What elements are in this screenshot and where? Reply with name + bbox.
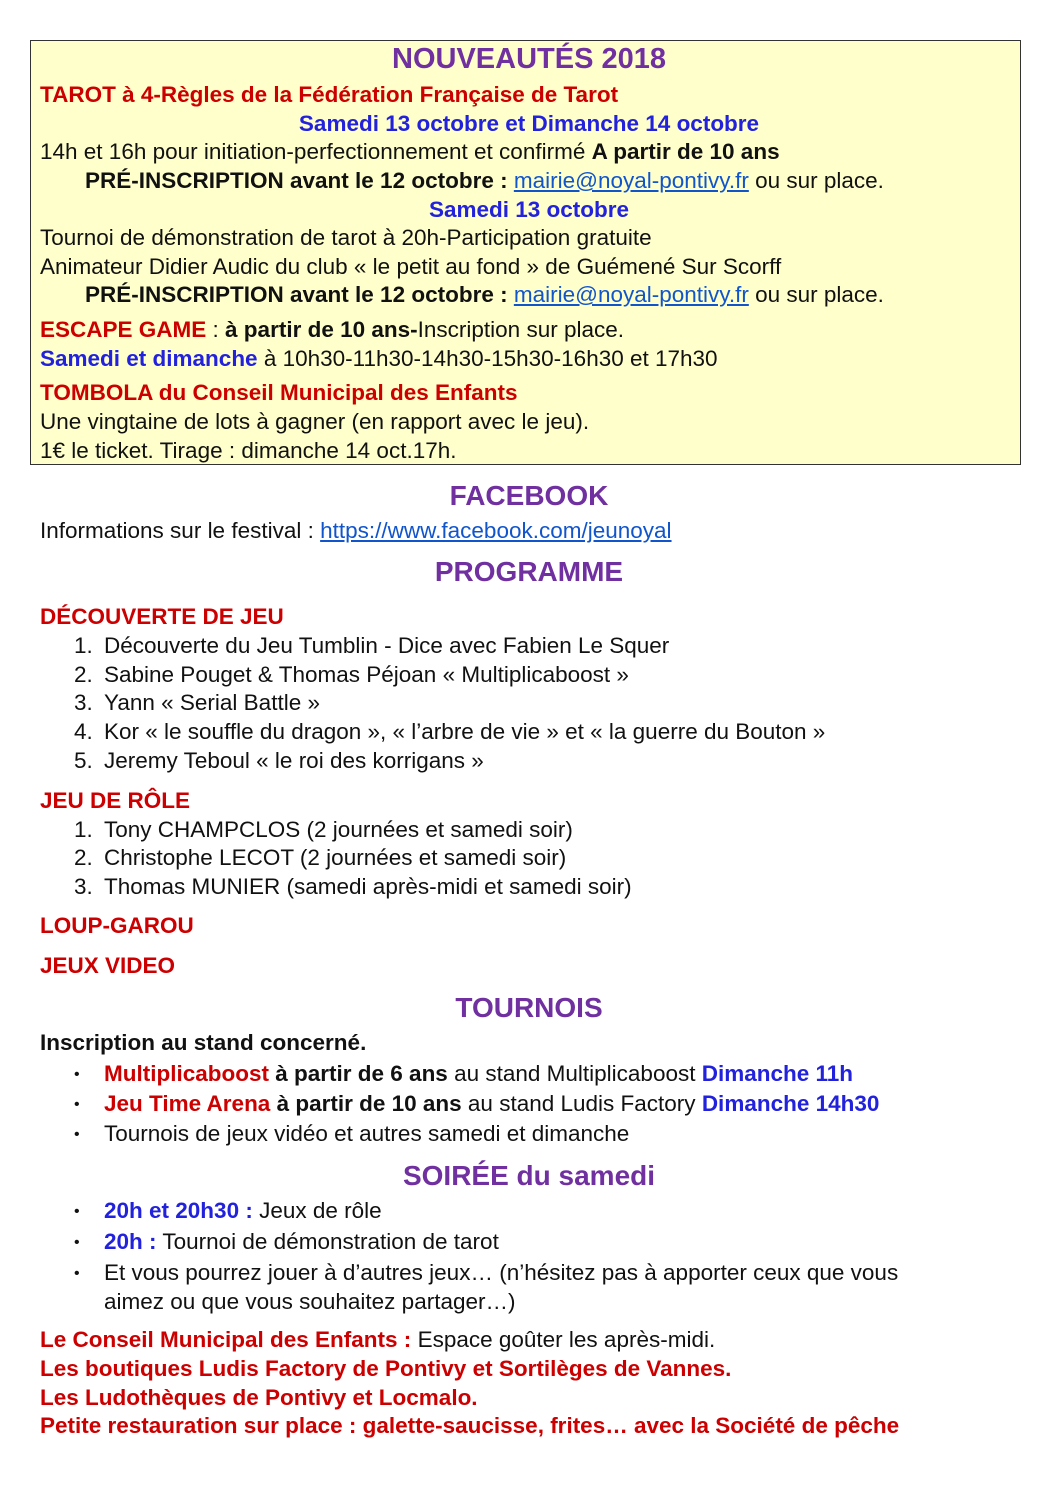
tarot-title: TAROT à 4-Règles de la Fédération Française de Tarot: [40, 82, 619, 107]
soiree-title: SOIRÉE du samedi: [402, 1160, 656, 1191]
facebook-link[interactable]: https://www.facebook.com/jeunoyal: [320, 518, 672, 543]
jeux-video: JEUX VIDEO: [40, 953, 176, 978]
bullet: •: [74, 1126, 80, 1143]
or-onsite: ou sur place.: [748, 168, 884, 193]
role-title: JEU DE RÔLE: [40, 788, 191, 813]
escape-title: ESCAPE GAME: [40, 317, 207, 342]
tournoi-demo: Tournoi de démonstration de tarot à 20h-Participation gratuite: [40, 225, 652, 250]
escape-age: à partir de 10 ans-: [225, 317, 418, 342]
preinscription-label: PRÉ-INSCRIPTION avant le 12 octobre :: [85, 168, 514, 193]
list-item: 5. Jeremy Teboul « le roi des korrigans »: [74, 748, 484, 773]
escape-sep: :: [206, 317, 226, 342]
facebook-line: [40, 517, 672, 545]
tournois-inscription: Inscription au stand concerné.: [40, 1030, 367, 1055]
tombola-lots: Une vingtaine de lots à gagner (en rapport avec le jeu).: [40, 409, 590, 434]
list-item: • Jeu Time Arena à partir de 10 ans au stand Ludis Factory Dimanche 14h30: [74, 1090, 879, 1119]
tournois-title: TOURNOIS: [455, 992, 603, 1023]
cme-label: Le Conseil Municipal des Enfants :: [40, 1327, 412, 1352]
preinscription-label: PRÉ-INSCRIPTION avant le 12 octobre :: [85, 282, 514, 307]
bullet: •: [74, 1265, 80, 1282]
list-item: 3. Thomas MUNIER (samedi après-midi et samedi soir): [74, 874, 632, 899]
tarot-hours: 14h et 16h pour initiation-perfectionnement et confirmé: [40, 139, 592, 164]
preinscription-line-1: [85, 167, 884, 195]
restauration: Petite restauration sur place : galette-saucisse, frites… avec la Société de pêche: [40, 1413, 900, 1438]
bullet: •: [74, 1066, 80, 1083]
email-link[interactable]: mairie@noyal-pontivy.fr: [513, 168, 749, 193]
list-item: • Multiplicaboost à partir de 6 ans au stand Multiplicaboost Dimanche 11h: [74, 1060, 853, 1089]
tarot-hours-line: [40, 138, 780, 166]
boutiques: Les boutiques Ludis Factory de Pontivy et Sortilèges de Vannes.: [40, 1356, 732, 1381]
ludotheques: Les Ludothèques de Pontivy et Locmalo.: [40, 1385, 478, 1410]
cme-text: Espace goûter les après-midi.: [411, 1327, 716, 1352]
list-item: 1. Découverte du Jeu Tumblin - Dice avec Fabien Le Squer: [74, 633, 670, 658]
bullet: •: [74, 1096, 80, 1113]
bullet: •: [74, 1203, 80, 1220]
list-item: • Et vous pourrez jouer à d’autres jeux… (n’hésitez pas à apporter ceux que vous: [74, 1259, 898, 1288]
animateur: Animateur Didier Audic du club « le petit au fond » de Guémené Sur Scorff: [40, 254, 782, 279]
escape-times: à 10h30-11h30-14h30-15h30-16h30 et 17h30: [257, 346, 718, 371]
preinscription-line-2: [85, 281, 884, 309]
tarot-age: A partir de 10 ans: [591, 139, 780, 164]
list-item: • 20h et 20h30 : Jeux de rôle: [74, 1197, 382, 1226]
facebook-info: Informations sur le festival :: [40, 518, 321, 543]
programme-title: PROGRAMME: [434, 556, 624, 587]
decouverte-title: DÉCOUVERTE DE JEU: [40, 604, 284, 629]
tarot-dates: Samedi 13 octobre et Dimanche 14 octobre: [298, 111, 760, 136]
email-link[interactable]: mairie@noyal-pontivy.fr: [513, 282, 749, 307]
list-item: 2. Sabine Pouget & Thomas Péjoan « Multiplicaboost »: [74, 662, 629, 687]
list-item: 3. Yann « Serial Battle »: [74, 690, 320, 715]
escape-times-line: [40, 345, 718, 373]
escape-inscription: Inscription sur place.: [417, 317, 624, 342]
list-item: 4. Kor « le souffle du dragon », « l’arbre de vie » et « la guerre du Bouton »: [74, 719, 826, 744]
list-item: 1. Tony CHAMPCLOS (2 journées et samedi soir): [74, 817, 573, 842]
list-item: • Tournois de jeux vidéo et autres samedi et dimanche: [74, 1120, 629, 1149]
list-item-continuation: aimez ou que vous souhaitez partager…): [104, 1289, 516, 1314]
tombola-ticket: 1€ le ticket. Tirage : dimanche 14 oct.17h.: [40, 438, 457, 463]
or-onsite: ou sur place.: [748, 282, 884, 307]
list-item: • 20h : Tournoi de démonstration de tarot: [74, 1228, 499, 1257]
list-item: 2. Christophe LECOT (2 journées et samedi soir): [74, 845, 567, 870]
samedi-13: Samedi 13 octobre: [428, 197, 630, 222]
escape-line: [40, 316, 624, 344]
nouveautes-title: NOUVEAUTÉS 2018: [392, 43, 666, 75]
facebook-title: FACEBOOK: [449, 480, 609, 511]
cme-line: [40, 1326, 715, 1354]
loup-garou: LOUP-GAROU: [40, 913, 194, 938]
bullet: •: [74, 1234, 80, 1251]
tombola-title: TOMBOLA du Conseil Municipal des Enfants: [40, 380, 518, 405]
escape-days: Samedi et dimanche: [40, 346, 258, 371]
